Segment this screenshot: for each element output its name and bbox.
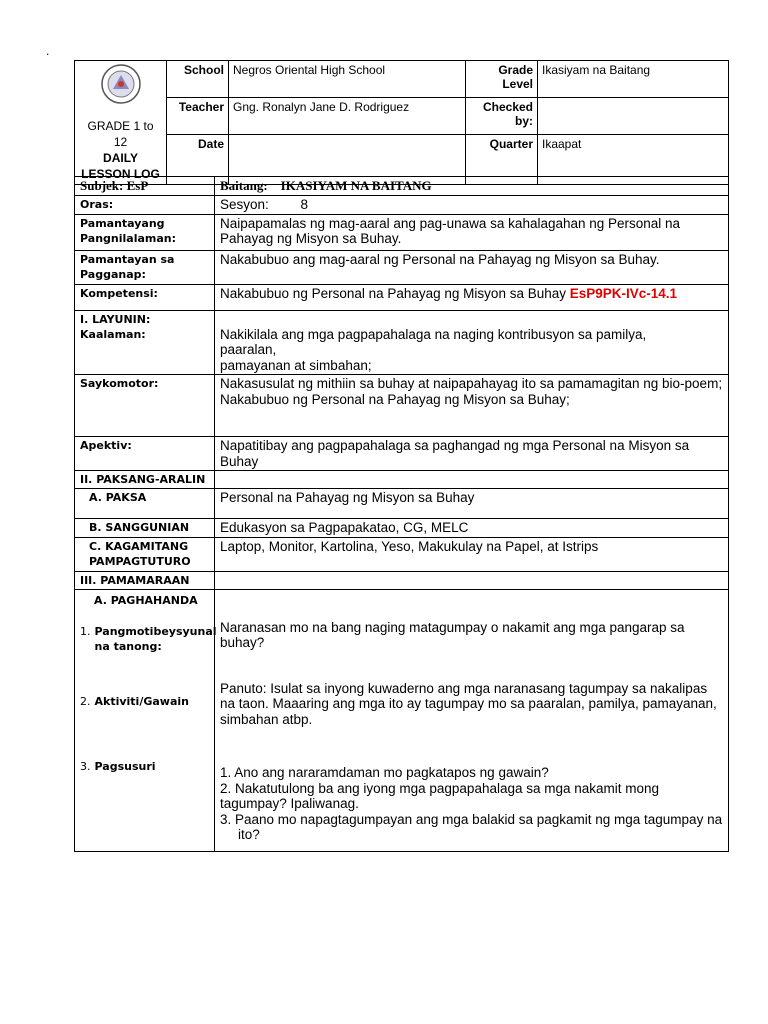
paksa-value: Personal na Pahayag ng Misyon sa Buhay: [215, 489, 729, 519]
apektiv-label: Apektiv:: [75, 437, 215, 471]
question-1: 1. Ano ang nararamdaman mo pagkatapos ng gawain?: [220, 765, 549, 780]
item3-label: Pagsusuri: [94, 759, 156, 773]
item3-label-block: [80, 759, 209, 774]
teacher-value: Gng. Ronalyn Jane D. Rodriguez: [229, 97, 466, 134]
grade-level-value: Ikasiyam na Baitang: [538, 61, 729, 98]
dll-line1: DAILY: [103, 151, 138, 165]
kaalaman-line2: paaralan,: [220, 342, 277, 357]
dll-line2: LESSON LOG: [81, 167, 160, 181]
kaalaman-line3: pamayanan at simbahan;: [220, 357, 372, 373]
pamamaraan-empty: [215, 571, 729, 589]
kagamitan-label: C. KAGAMITANG PAMPAGTUTURO: [75, 537, 215, 571]
checked-value: [538, 97, 729, 134]
sanggunian-value: Edukasyon sa Pagpapakatao, CG, MELC: [215, 519, 729, 538]
baitang-label: Baitang:: [220, 178, 268, 193]
pamamaraan-label: III. PAMAMARAAN: [75, 571, 215, 589]
paghahanda-content: [215, 589, 729, 851]
layunin-cell: [75, 310, 215, 375]
sesyon-value: 8: [300, 197, 309, 212]
item2-num: 2.: [80, 694, 91, 708]
sesyon-cell: [215, 196, 729, 215]
question-3: 3. Paano mo napagtagumpayan ang mga balakid sa pagkamit ng mga tagumpay na: [220, 811, 723, 827]
item1-num: 1.: [80, 624, 91, 638]
question-2: 2. Nakatutulong ba ang iyong mga pagpapahalaga sa mga nakamit mong tagumpay? Ipaliwanag.: [220, 780, 660, 811]
baitang-value: IKASIYAM NA BAITANG: [280, 178, 432, 193]
paksang-aralin-label: II. PAKSANG-ARALIN: [75, 471, 215, 489]
paghahanda-label: A. PAGHAHANDA: [94, 593, 198, 607]
layunin-label: I. LAYUNIN:: [80, 312, 151, 326]
saykomotor-line1: Nakasusulat ng mithiin sa buhay at naipapahayag ito sa pamamagitan ng bio-poem;: [220, 376, 723, 391]
saykomotor-line2: Nakabubuo ng Personal na Pahayag ng Misyon sa Buhay;: [220, 391, 570, 407]
grade-level-label: Grade Level: [466, 61, 538, 98]
kompetensi-label: Kompetensi:: [75, 284, 215, 310]
paghahanda-cell: [75, 589, 215, 851]
date-label: Date: [167, 134, 229, 184]
grade-line2: 12: [113, 135, 128, 149]
pagsusuri-questions: [220, 765, 723, 843]
kaalaman-label: Kaalaman:: [80, 327, 146, 341]
sesyon-label: Sesyon:: [220, 197, 269, 212]
kaalaman-line1: Nakikilala ang mga pagpapahalaga na naging kontribusyon sa pamilya,: [220, 326, 647, 342]
pamantayan-pag-label: Pamantayan sa Pagganap:: [75, 250, 215, 284]
teacher-label: Teacher: [167, 97, 229, 134]
item1-value: Naranasan mo na bang naging matagumpay o nakamit ang mga pangarap sa buhay?: [220, 619, 685, 650]
pamantayang-pang-label: Pamantayang Pangnilalaman:: [75, 214, 215, 250]
subjek-cell: Subjek: EsP: [75, 177, 215, 196]
deped-seal-icon: [100, 63, 142, 105]
sanggunian-label: B. SANGGUNIAN: [75, 519, 215, 538]
grade-line1: GRADE 1 to: [87, 119, 154, 133]
item2-value: Panuto: Isulat sa inyong kuwaderno ang mga naranasang tagumpay sa nakalipas na taon. Maaaring ang mga ito ay tagumpay mo sa paaralan, pamilya, pamayanan, simbahan atbp.: [220, 680, 717, 727]
school-value: Negros Oriental High School: [229, 61, 466, 98]
kagamitan-value: Laptop, Monitor, Kartolina, Yeso, Makukulay na Papel, at Istrips: [215, 537, 729, 571]
checked-label: Checked by:: [466, 97, 538, 134]
quarter-value: Ikaapat: [538, 134, 729, 184]
school-label: School: [167, 61, 229, 98]
pamantayan-pag-value: Nakabubuo ang mag-aaral ng Personal na Pahayag ng Misyon sa Buhay.: [215, 250, 729, 284]
item2-label: Aktiviti/Gawain: [94, 694, 189, 708]
header-table: [74, 60, 729, 185]
saykomotor-label: Saykomotor:: [75, 375, 215, 437]
paksang-aralin-empty: [215, 471, 729, 489]
kaalaman-cell: [215, 310, 729, 375]
item1-label-block: [80, 624, 217, 654]
quarter-label: Quarter: [466, 134, 538, 184]
pamantayang-pang-value: Naipapamalas ng mag-aaral ang pag-unawa sa kahalagahan ng Personal na Pahayag ng Misyon sa Buhay.: [215, 214, 729, 250]
kompetensi-cell: [215, 284, 729, 310]
oras-label: Oras:: [75, 196, 215, 215]
paksa-label: A. PAKSA: [75, 489, 215, 519]
item1-label: Pangmotibeysyunal na tanong:: [94, 624, 217, 653]
lesson-table: [74, 176, 729, 852]
baitang-cell: [215, 177, 729, 196]
kompetensi-code: EsP9PK-IVc-14.1: [569, 285, 678, 301]
page-mark: .: [46, 44, 50, 58]
grade-logo-cell: [75, 61, 167, 185]
kompetensi-value: Nakabubuo ng Personal na Pahayag ng Misyon sa Buhay: [220, 285, 566, 301]
item3-num: 3.: [80, 759, 91, 773]
question-3-end: ito?: [238, 827, 260, 842]
saykomotor-cell: [215, 375, 729, 437]
apektiv-value: Napatitibay ang pagpapahalaga sa paghangad ng mga Personal na Misyon sa Buhay: [215, 437, 729, 471]
item2-label-block: [80, 694, 209, 709]
